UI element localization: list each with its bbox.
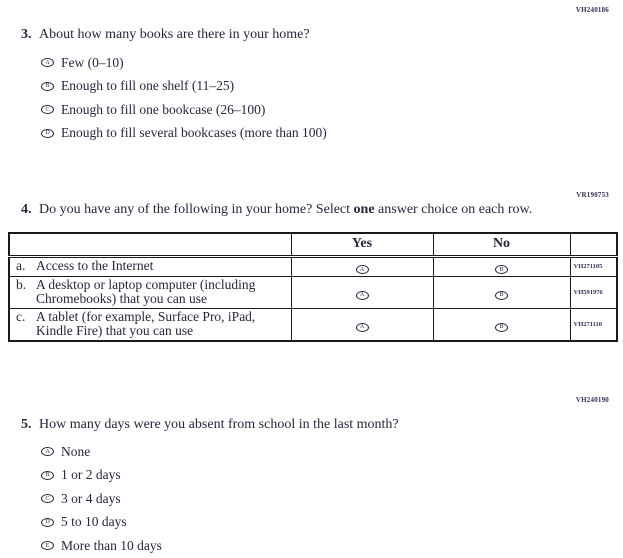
answer-bubble-c[interactable]: C bbox=[41, 494, 54, 503]
question-4-text-after: answer choice on each row. bbox=[374, 202, 533, 217]
question-4-number: 4. bbox=[21, 202, 32, 217]
yes-cell bbox=[291, 276, 433, 308]
question-3-options bbox=[41, 51, 327, 145]
option-label: Enough to fill one shelf (11–25) bbox=[61, 78, 235, 94]
header-yes: Yes bbox=[291, 233, 433, 256]
item-code-q3: VH240186 bbox=[575, 6, 609, 14]
option-row bbox=[41, 51, 327, 75]
answer-bubble-a[interactable]: A bbox=[41, 58, 54, 67]
answer-bubble-c[interactable]: C bbox=[41, 105, 54, 114]
answer-bubble-yes[interactable]: A bbox=[356, 291, 369, 300]
table-row bbox=[9, 256, 617, 276]
row-item-code: VH591976 bbox=[570, 276, 617, 308]
option-label: None bbox=[61, 443, 91, 459]
no-cell bbox=[433, 256, 570, 276]
option-label: Enough to fill several bookcases (more than 100) bbox=[61, 125, 327, 141]
answer-bubble-b[interactable]: B bbox=[41, 471, 54, 480]
row-label-text: Access to the Internet bbox=[36, 258, 154, 274]
answer-bubble-e[interactable]: E bbox=[41, 541, 54, 550]
table-header-row bbox=[9, 233, 617, 256]
row-letter: b. bbox=[16, 276, 27, 292]
no-cell bbox=[433, 276, 570, 308]
no-cell bbox=[433, 308, 570, 341]
row-letter: c. bbox=[16, 308, 26, 324]
header-item-blank bbox=[9, 233, 291, 256]
answer-bubble-no[interactable]: B bbox=[495, 291, 508, 300]
item-code-q4: VR190753 bbox=[576, 191, 609, 199]
option-label: Few (0–10) bbox=[61, 54, 124, 70]
question-3-number: 3. bbox=[21, 27, 32, 42]
question-5 bbox=[0, 416, 613, 433]
option-row bbox=[41, 75, 327, 99]
option-row bbox=[41, 487, 162, 511]
option-row bbox=[41, 534, 162, 558]
option-row bbox=[41, 511, 162, 535]
option-label: 3 or 4 days bbox=[61, 490, 121, 506]
q4-answer-table bbox=[8, 232, 618, 342]
option-label: 5 to 10 days bbox=[61, 514, 127, 530]
answer-bubble-b[interactable]: B bbox=[41, 82, 54, 91]
question-5-text: How many days were you absent from school in the last month? bbox=[39, 417, 399, 432]
answer-bubble-no[interactable]: B bbox=[495, 323, 508, 332]
question-4-text-before: Do you have any of the following in your home? Select bbox=[39, 202, 354, 217]
option-row bbox=[41, 98, 327, 122]
option-row bbox=[41, 464, 162, 488]
row-item-cell bbox=[9, 276, 291, 308]
question-4-text-bold: one bbox=[353, 202, 375, 217]
answer-bubble-no[interactable]: B bbox=[495, 265, 508, 274]
answer-bubble-yes[interactable]: A bbox=[356, 265, 369, 274]
option-label: 1 or 2 days bbox=[61, 467, 121, 483]
row-letter: a. bbox=[16, 258, 26, 274]
option-row bbox=[41, 440, 162, 464]
row-item-cell bbox=[9, 308, 291, 341]
answer-bubble-yes[interactable]: A bbox=[356, 323, 369, 332]
header-code-blank bbox=[570, 233, 617, 256]
option-row bbox=[41, 122, 327, 146]
yes-cell bbox=[291, 308, 433, 341]
question-4 bbox=[0, 201, 613, 218]
question-5-number: 5. bbox=[21, 417, 32, 432]
answer-bubble-d[interactable]: D bbox=[41, 129, 54, 138]
question-5-options bbox=[41, 440, 162, 558]
question-3 bbox=[0, 26, 613, 43]
row-item-cell bbox=[9, 256, 291, 276]
row-item-code: VH271110 bbox=[570, 308, 617, 341]
question-4-text bbox=[39, 201, 613, 218]
row-item-code: VH271105 bbox=[570, 256, 617, 276]
option-label: More than 10 days bbox=[61, 537, 162, 553]
row-label-text: A desktop or laptop computer (including Chromebooks) that you can use bbox=[36, 276, 256, 306]
yes-cell bbox=[291, 256, 433, 276]
question-3-text: About how many books are there in your home? bbox=[39, 27, 310, 42]
table-row bbox=[9, 308, 617, 341]
header-no: No bbox=[433, 233, 570, 256]
answer-bubble-a[interactable]: A bbox=[41, 447, 54, 456]
answer-bubble-d[interactable]: D bbox=[41, 518, 54, 527]
table-row bbox=[9, 276, 617, 308]
item-code-q5: VH240190 bbox=[575, 396, 609, 404]
option-label: Enough to fill one bookcase (26–100) bbox=[61, 101, 266, 117]
row-label-text: A tablet (for example, Surface Pro, iPad, Kindle Fire) that you can use bbox=[36, 308, 256, 338]
